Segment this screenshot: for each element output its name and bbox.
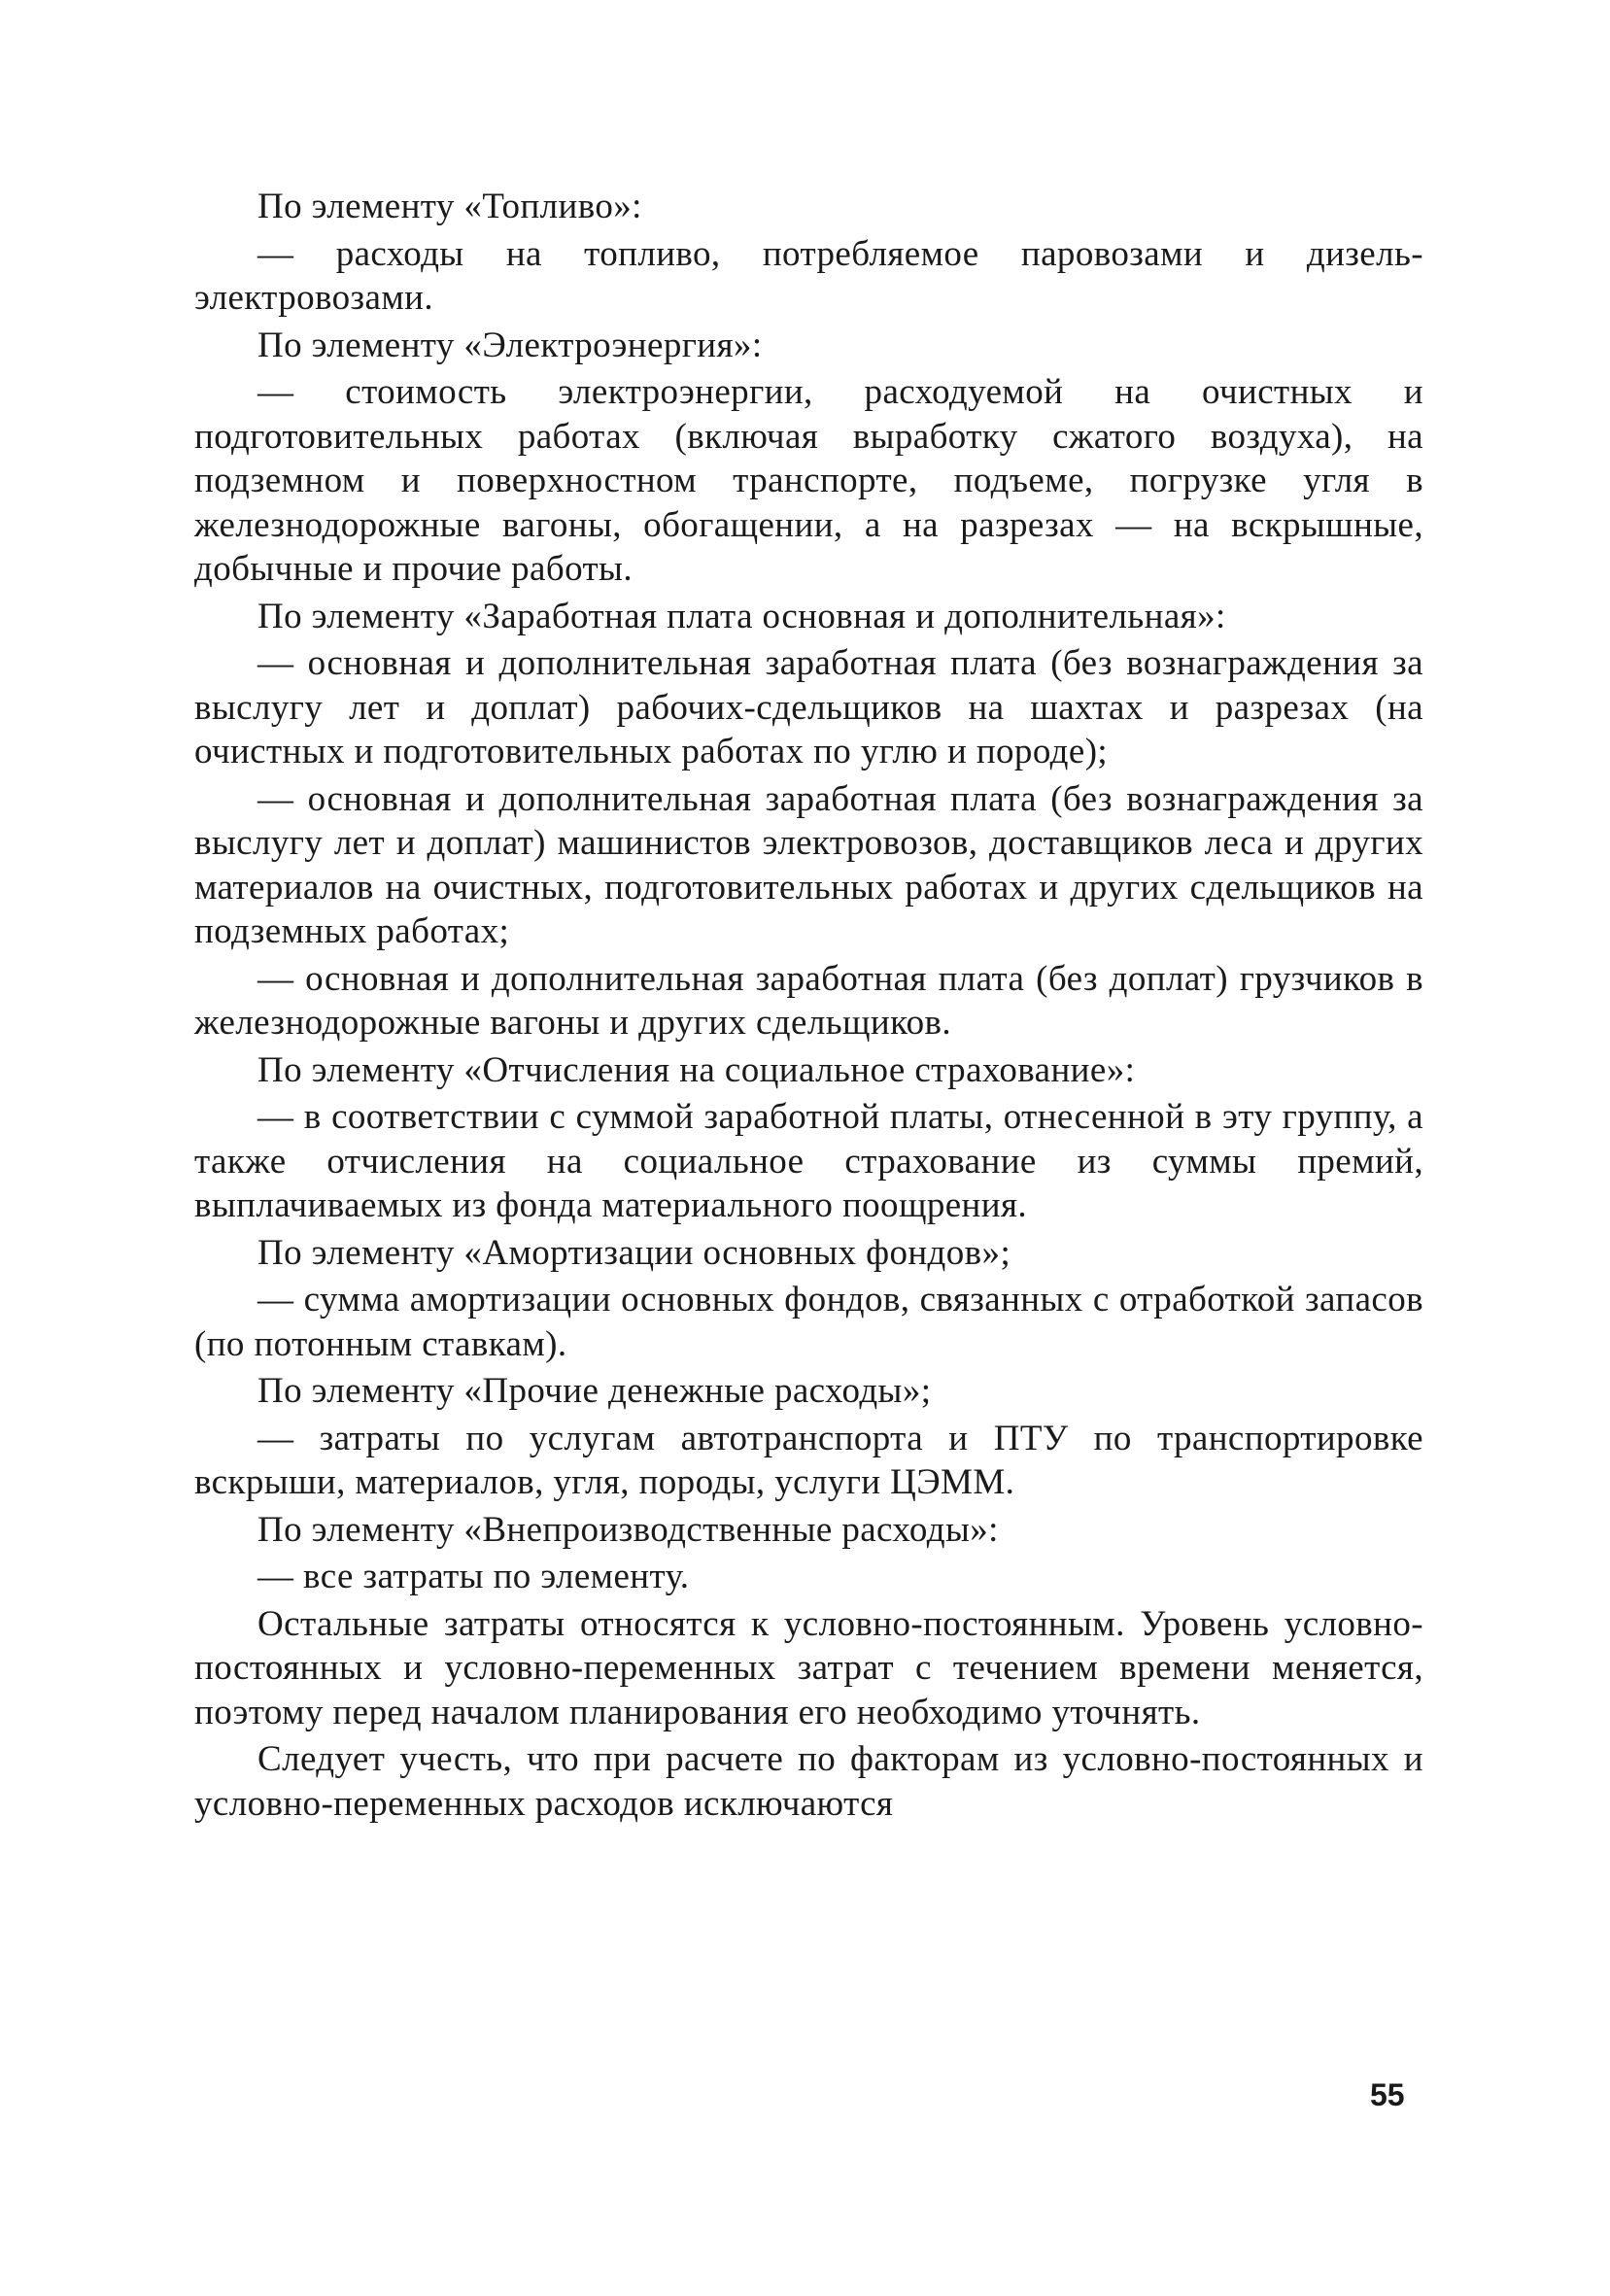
body-text bbox=[194, 185, 1423, 1829]
paragraph-wages-machinists: — основная и дополнительная заработная плата (без вознаграждения за выслугу лет и доплат) машинистов электровозов, доставщиков леса и других материалов на очистных, подготовительных работах и других сдельщиков на подземных работах; bbox=[194, 778, 1423, 951]
paragraph-heading-nonproduction: По элементу «Внепроизводственные расходы»: bbox=[257, 1509, 999, 1550]
paragraph-heading-depreciation: По элементу «Амортизации основных фондов»; bbox=[257, 1232, 1011, 1273]
paragraph-nonproduction: — все затраты по элементу. bbox=[257, 1557, 690, 1596]
paragraph-other-expenses: — затраты по услугам автотранспорта и ПТУ по транспортировке вскрыши, материалов, угля, породы, услуги ЦЭММ. bbox=[194, 1418, 1423, 1502]
paragraph-heading-wages: По элементу «Заработная плата основная и дополнительная»: bbox=[257, 596, 1226, 636]
paragraph-heading-electricity: По элементу «Электроэнергия»: bbox=[257, 325, 763, 365]
paragraph-heading-other-expenses: По элементу «Прочие денежные расходы»; bbox=[257, 1371, 932, 1411]
paragraph-heading-fuel: По элементу «Топливо»: bbox=[257, 187, 642, 226]
paragraph-social-insurance: — в соответствии с суммой заработной платы, отнесенной в эту группу, а также отчисления на социальное страхование из суммы премий, выплачиваемых из фонда материального поощрения. bbox=[194, 1097, 1423, 1225]
paragraph-electricity-costs: — стоимость электроэнергии, расходуемой на очистных и подготовительных работах (включая выработку сжатого воздуха), на подземном и поверхностном транспорте, подъеме, погрузке угля в железнодорожные вагоны, обогащении, а на разрезах — на вскрышные, добычные и прочие работы. bbox=[194, 372, 1423, 589]
paragraph-fixed-costs: Остальные затраты относятся к условно-постоянным. Уровень условно-постоянных и условно-переменных затрат с течением времени меняется, поэтому перед началом планирования его необходимо уточнять. bbox=[194, 1603, 1423, 1732]
paragraph-fuel-costs: — расходы на топливо, потребляемое паровозами и дизель-электровозами. bbox=[194, 233, 1423, 318]
page-number: 55 bbox=[1370, 2077, 1405, 2112]
paragraph-wages-piece-workers: — основная и дополнительная заработная плата (без вознаграждения за выслугу лет и доплат) рабочих-сдельщиков на шахтах и разрезах (на очистных и подготовительных работах по углю и породе); bbox=[194, 643, 1423, 771]
paragraph-depreciation: — сумма амортизации основных фондов, связанных с отработкой запасов (по потонным ставкам). bbox=[194, 1280, 1423, 1364]
paragraph-factor-calculation: Следует учесть, что при расчете по факторам из условно-постоянных и условно-переменных расходов исключаются bbox=[194, 1739, 1423, 1824]
paragraph-wages-loaders: — основная и дополнительная заработная плата (без доплат) грузчиков в железнодорожные вагоны и других сдельщиков. bbox=[194, 958, 1423, 1043]
paragraph-heading-social-insurance: По элементу «Отчисления на социальное страхование»: bbox=[257, 1049, 1136, 1090]
